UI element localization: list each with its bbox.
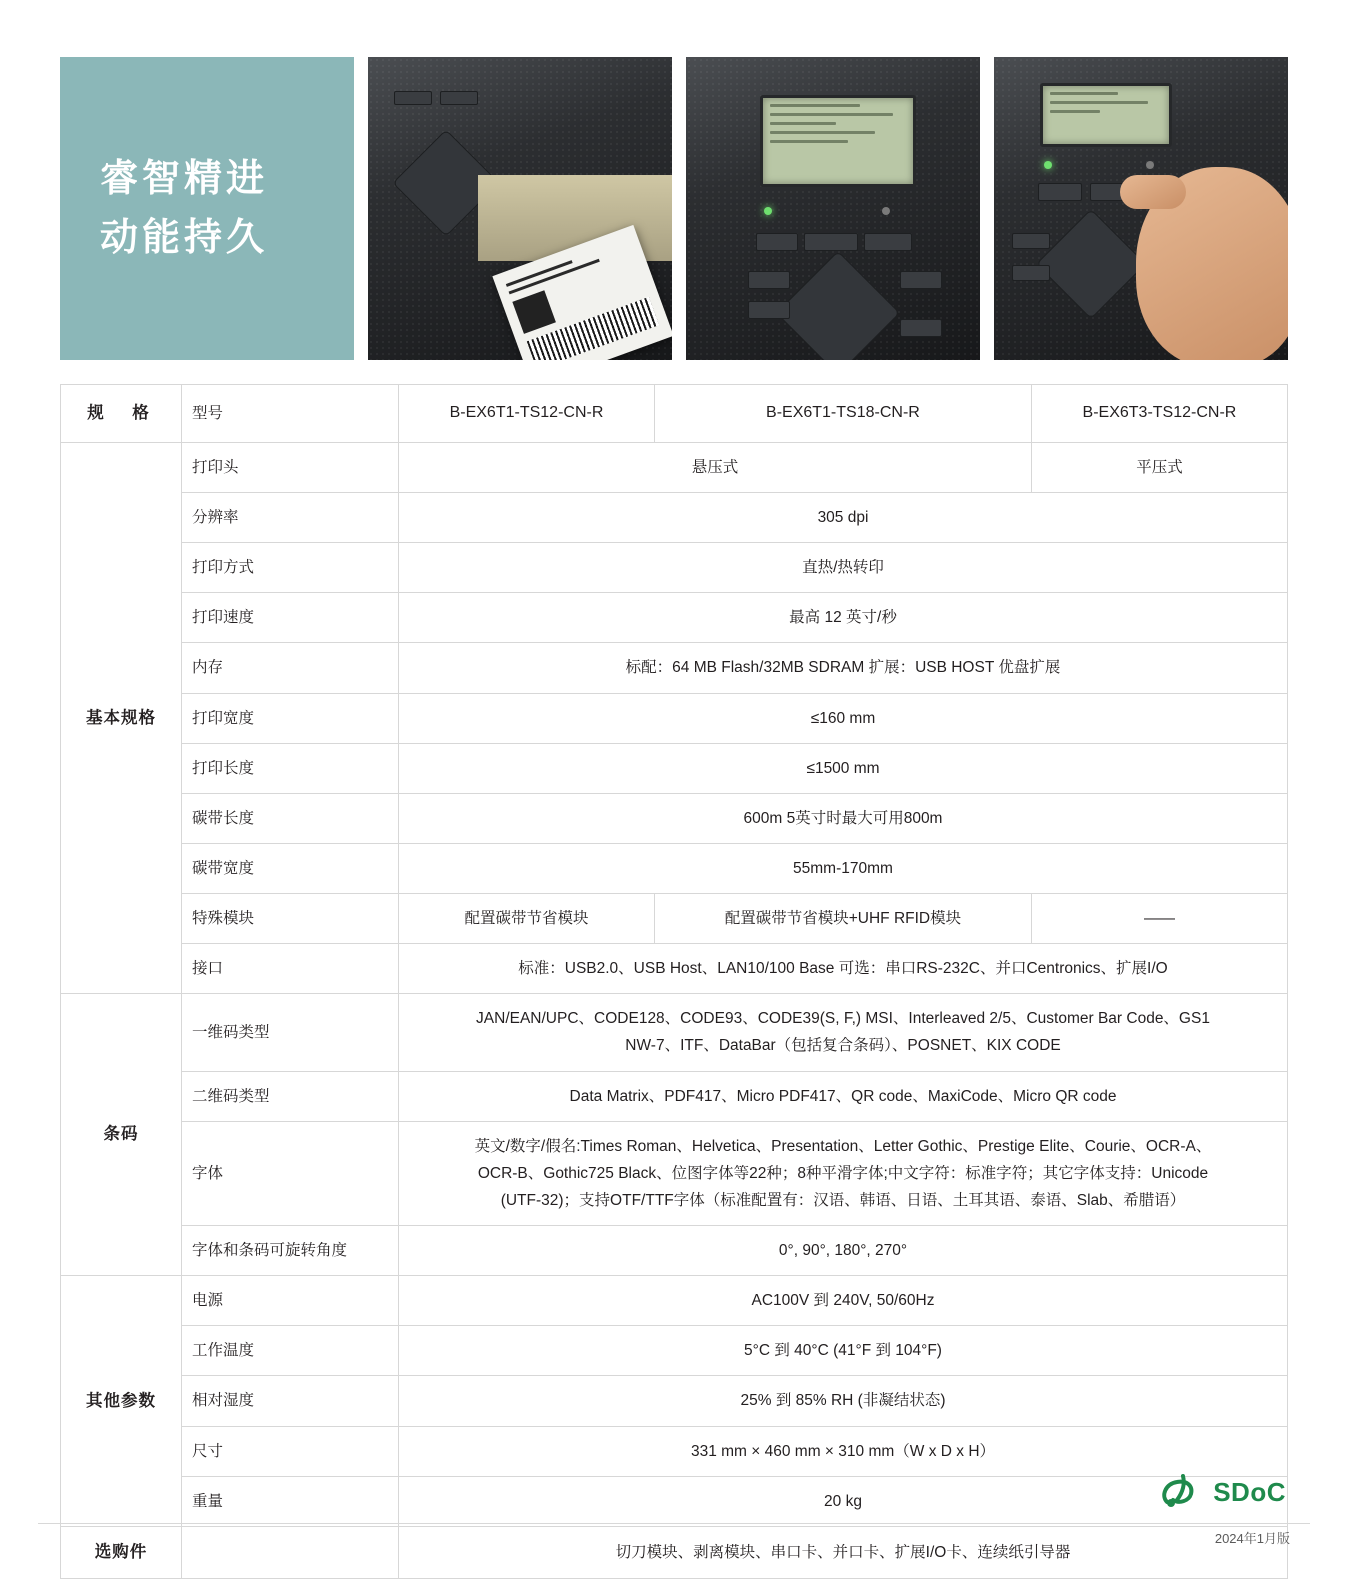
- table-header-row: [61, 385, 1288, 443]
- printer-button-shape: [1012, 233, 1050, 249]
- attr-print-method: 打印方式: [182, 543, 399, 593]
- value-rotation: 0°, 90°, 180°, 270°: [399, 1226, 1288, 1276]
- value-print-method: 直热/热转印: [399, 543, 1288, 593]
- value-humidity: 25% 到 85% RH (非凝结状态): [399, 1376, 1288, 1426]
- value-ribbon-width: 55mm-170mm: [399, 843, 1288, 893]
- recycle-leaf-icon: [1159, 1472, 1205, 1512]
- printer-button-shape: [900, 271, 942, 289]
- group-label-basic: 基本规格: [61, 442, 182, 993]
- attr-optional-empty: [182, 1526, 399, 1578]
- printer-control-panel-photo: [686, 57, 980, 360]
- attr-dimensions: 尺寸: [182, 1426, 399, 1476]
- finger-shape: [1120, 175, 1186, 209]
- table-row: [61, 1476, 1288, 1526]
- table-row: [61, 1071, 1288, 1121]
- slogan-line-2: 动能持久: [100, 216, 269, 259]
- spec-table-body: [61, 385, 1288, 1579]
- value-special-module-3: ——: [1031, 894, 1287, 944]
- printer-lcd-screen: [1040, 83, 1172, 147]
- table-row: [61, 543, 1288, 593]
- attr-interface: 接口: [182, 944, 399, 994]
- table-row: [61, 442, 1288, 492]
- online-led-icon: [1044, 161, 1052, 169]
- error-led-icon: [1146, 161, 1154, 169]
- attr-rotation: 字体和条码可旋转角度: [182, 1226, 399, 1276]
- table-row: [61, 693, 1288, 743]
- slogan-block: [60, 57, 354, 360]
- attr-weight: 重量: [182, 1476, 399, 1526]
- table-row-optional: [61, 1526, 1288, 1578]
- table-row: [61, 1426, 1288, 1476]
- attr-ribbon-width: 碳带宽度: [182, 843, 399, 893]
- table-row: [61, 1376, 1288, 1426]
- attr-power: 电源: [182, 1276, 399, 1326]
- attr-fonts: 字体: [182, 1121, 399, 1225]
- table-row: [61, 1326, 1288, 1376]
- printer-button-shape: [748, 301, 790, 319]
- model-1: B-EX6T1-TS12-CN-R: [399, 385, 655, 443]
- attr-memory: 内存: [182, 643, 399, 693]
- value-print-width: ≤160 mm: [399, 693, 1288, 743]
- value-printhead-a: 悬压式: [399, 442, 1032, 492]
- table-row: [61, 944, 1288, 994]
- printer-button-shape: [748, 271, 790, 289]
- value-weight: 20 kg: [399, 1476, 1288, 1526]
- slogan-line-1: 睿智精进: [100, 157, 269, 200]
- table-row: [61, 843, 1288, 893]
- value-power: AC100V 到 240V, 50/60Hz: [399, 1276, 1288, 1326]
- table-row: [61, 743, 1288, 793]
- printer-lcd-screen: [760, 95, 916, 187]
- table-row: [61, 593, 1288, 643]
- attr-ribbon-length: 碳带长度: [182, 793, 399, 843]
- table-row: [61, 643, 1288, 693]
- attr-print-length: 打印长度: [182, 743, 399, 793]
- model-3: B-EX6T3-TS12-CN-R: [1031, 385, 1287, 443]
- header-attr-label: 型号: [182, 385, 399, 443]
- attr-1d-barcode: 一维码类型: [182, 994, 399, 1071]
- attr-temperature: 工作温度: [182, 1326, 399, 1376]
- specification-table: [60, 384, 1288, 1579]
- printer-label-output-photo: [368, 57, 672, 360]
- printer-button-shape: [804, 233, 858, 251]
- printer-button-shape: [756, 233, 798, 251]
- printer-button-shape: [440, 91, 478, 105]
- value-interface: 标准：USB2.0、USB Host、LAN10/100 Base 可选：串口RS-232C、并口Centronics、扩展I/O: [399, 944, 1288, 994]
- value-print-speed: 最高 12 英寸/秒: [399, 593, 1288, 643]
- value-fonts: 英文/数字/假名:Times Roman、Helvetica、Presentation、Letter Gothic、Prestige Elite、Courie、OCR-A、 OCR-B、Gothic725 Black、位图字体等22种；8种平滑字体;中文字符：标准字符；其它字体支持：Unicode (UTF-32)；支持OTF/TTF字体（标准配置有：汉语、韩语、日语、土耳其语、泰语、Slab、希腊语）: [399, 1121, 1288, 1225]
- table-row: [61, 793, 1288, 843]
- attr-print-speed: 打印速度: [182, 593, 399, 643]
- attr-special-module: 特殊模块: [182, 894, 399, 944]
- hero-banner: [60, 57, 1288, 360]
- value-special-module-1: 配置碳带节省模块: [399, 894, 655, 944]
- attr-resolution: 分辨率: [182, 493, 399, 543]
- group-label-optional: 选购件: [61, 1526, 182, 1578]
- table-row: [61, 894, 1288, 944]
- printer-button-shape: [864, 233, 912, 251]
- value-print-length: ≤1500 mm: [399, 743, 1288, 793]
- attr-print-width: 打印宽度: [182, 693, 399, 743]
- attr-2d-barcode: 二维码类型: [182, 1071, 399, 1121]
- value-2d-barcode: Data Matrix、PDF417、Micro PDF417、QR code、MaxiCode、Micro QR code: [399, 1071, 1288, 1121]
- value-resolution: 305 dpi: [399, 493, 1288, 543]
- value-printhead-b: 平压式: [1031, 442, 1287, 492]
- table-row: [61, 994, 1288, 1071]
- sdoc-text: SDoC: [1213, 1476, 1286, 1507]
- header-spec-label: 规 格: [61, 385, 182, 443]
- value-memory: 标配：64 MB Flash/32MB SDRAM 扩展：USB HOST 优盘扩展: [399, 643, 1288, 693]
- table-row: [61, 1121, 1288, 1225]
- value-ribbon-length: 600m 5英寸时最大可用800m: [399, 793, 1288, 843]
- printer-button-shape: [1038, 183, 1082, 201]
- printer-hand-operating-photo: [994, 57, 1288, 360]
- value-optional: 切刀模块、剥离模块、串口卡、并口卡、扩展I/O卡、连续纸引导器: [399, 1526, 1288, 1578]
- footer-date: 2024年1月版: [1214, 1531, 1290, 1546]
- group-label-other: 其他参数: [61, 1276, 182, 1527]
- value-special-module-2: 配置碳带节省模块+UHF RFID模块: [654, 894, 1031, 944]
- printer-button-shape: [900, 319, 942, 337]
- value-1d-barcode: JAN/EAN/UPC、CODE128、CODE93、CODE39(S, F,) MSI、Interleaved 2/5、Customer Bar Code、GS1 NW-7、ITF、DataBar（包括复合条码）、POSNET、KIX CODE: [399, 994, 1288, 1071]
- value-temperature: 5°C 到 40°C (41°F 到 104°F): [399, 1326, 1288, 1376]
- group-label-barcode: 条码: [61, 994, 182, 1276]
- value-dimensions: 331 mm × 460 mm × 310 mm（W x D x H）: [399, 1426, 1288, 1476]
- sdoc-logo: [1159, 1472, 1286, 1512]
- attr-humidity: 相对湿度: [182, 1376, 399, 1426]
- printer-button-shape: [1012, 265, 1050, 281]
- model-2: B-EX6T1-TS18-CN-R: [654, 385, 1031, 443]
- table-row: [61, 1276, 1288, 1326]
- table-row: [61, 493, 1288, 543]
- table-row: [61, 1226, 1288, 1276]
- printer-button-shape: [394, 91, 432, 105]
- footer-divider: [38, 1523, 1310, 1524]
- attr-printhead: 打印头: [182, 442, 399, 492]
